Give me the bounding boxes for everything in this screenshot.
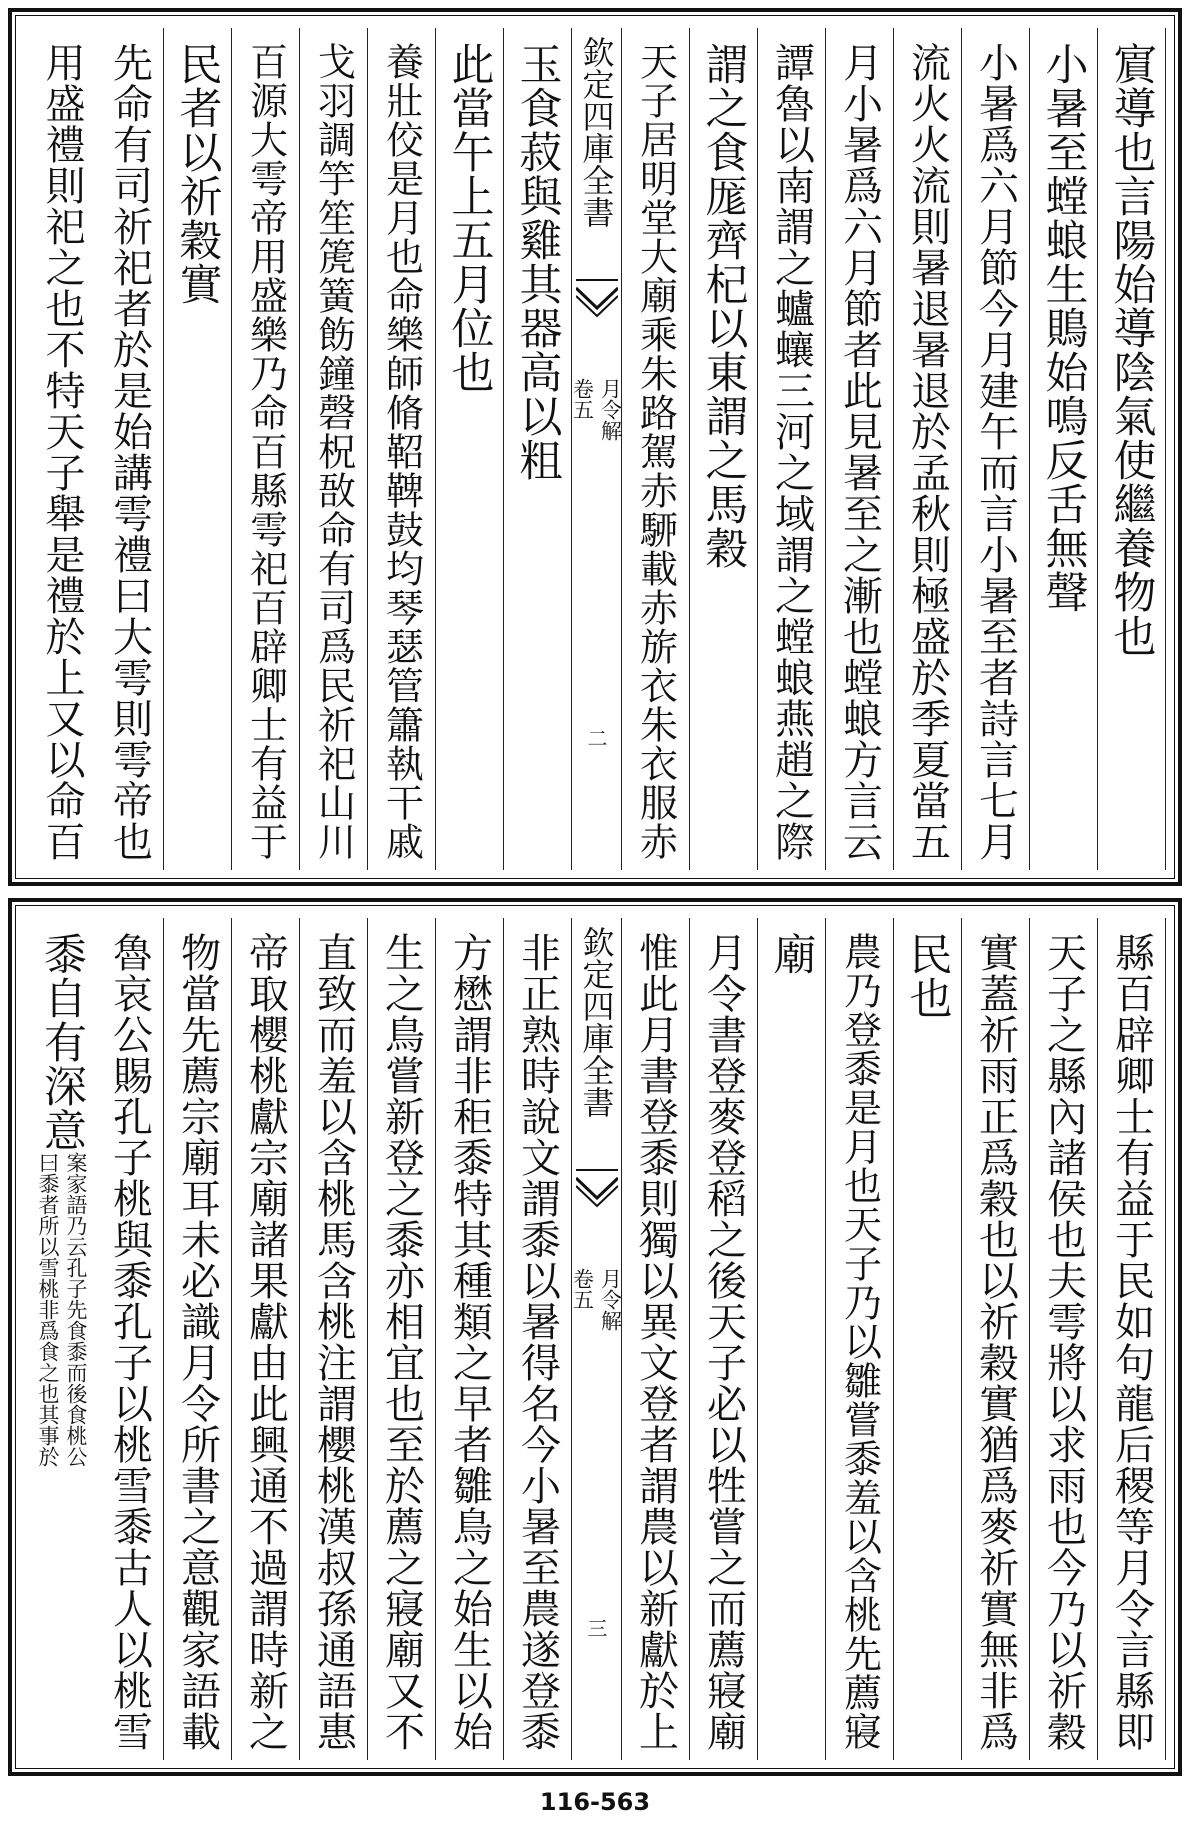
page-number: 116-563 xyxy=(539,1788,651,1816)
column-text: 玉食菽與雞其器高以粗 xyxy=(512,42,563,482)
text-column xyxy=(28,28,96,870)
page-header-column xyxy=(572,28,622,870)
text-column xyxy=(1030,28,1098,870)
column-text: 流火火流則暑退暑退於孟秋則極盛於季夏當五 xyxy=(904,42,951,862)
text-column xyxy=(894,28,962,870)
column-text: 小暑爲六月節今月建午而言小暑至者詩言七月 xyxy=(972,42,1019,862)
text-column xyxy=(622,918,690,1760)
folio-number: 三 xyxy=(584,1618,608,1638)
column-text: 小暑至螳蜋生鵙始鳴反舌無聲 xyxy=(1038,42,1089,614)
text-column xyxy=(504,28,572,870)
text-column xyxy=(436,918,504,1760)
column-text: 養壯佼是月也命樂師脩鞀鞞鼓均琴瑟管簫執干戚 xyxy=(379,42,424,861)
text-column xyxy=(826,918,894,1760)
text-column xyxy=(962,918,1030,1760)
book-title: 欽定四庫全書 xyxy=(577,926,616,1118)
page-header-column xyxy=(572,918,622,1760)
section-name: 月令解 xyxy=(598,378,623,441)
text-column xyxy=(622,28,690,870)
column-text: 天子之縣內諸侯也夫雩將以求雨也今乃以祈穀 xyxy=(1040,932,1087,1752)
text-column xyxy=(300,918,368,1760)
column-text: 方懋謂非秬黍特其種類之早者雛鳥之始生以始 xyxy=(446,932,493,1752)
text-column xyxy=(962,28,1030,870)
text-column xyxy=(368,28,436,870)
book-title: 欽定四庫全書 xyxy=(577,36,616,228)
column-text: 月令書登麥登稻之後天子必以牲嘗之而薦寢廟 xyxy=(700,932,747,1752)
text-column xyxy=(96,918,164,1760)
column-text: 謂之食厖齊杞以東謂之馬穀 xyxy=(698,42,749,570)
text-column xyxy=(758,28,826,870)
text-column xyxy=(96,28,164,870)
commentary-note xyxy=(35,1152,89,1467)
note-line: 曰黍者所以雪桃非爲食之也其事於 xyxy=(36,1152,60,1467)
volume-label: 卷五 xyxy=(570,1268,595,1310)
column-text: 實蓋祈雨正爲穀也以祈穀實猶爲麥祈實無非爲 xyxy=(972,932,1019,1752)
bottom-page-panel xyxy=(8,898,1182,1776)
section-label xyxy=(570,378,624,441)
section-label xyxy=(570,1268,624,1331)
text-column xyxy=(300,28,368,870)
text-column xyxy=(1098,918,1166,1760)
column-text: 民者以祈穀實 xyxy=(172,42,223,306)
column-text: 惟此月書登黍則獨以異文登者謂農以新獻於上 xyxy=(632,932,679,1752)
text-column xyxy=(436,28,504,870)
text-column xyxy=(232,28,300,870)
text-column xyxy=(232,918,300,1760)
column-text: 此當午上五月位也 xyxy=(444,42,495,394)
text-column xyxy=(690,28,758,870)
column-text: 魯哀公賜孔子桃與黍孔子以桃雪黍古人以桃雪 xyxy=(106,932,153,1752)
top-page-panel xyxy=(8,8,1182,886)
volume-label: 卷五 xyxy=(570,378,595,420)
column-text: 先命有司祈祀者於是始講雩禮曰大雩則雩帝也 xyxy=(106,42,153,862)
text-column xyxy=(164,28,232,870)
column-text: 賔導也言陽始導陰氣使繼養物也 xyxy=(1106,42,1157,658)
column-text: 戈羽調竽笙箎簧飭鐘磬柷敔命有司爲民祈祀山川 xyxy=(311,42,356,861)
column-text: 農乃登黍是月也天子乃以雛嘗黍羞以含桃先薦寢 xyxy=(837,932,882,1751)
column-text: 縣百辟卿士有益于民如句龍后稷等月令言縣即 xyxy=(1108,932,1155,1752)
text-column xyxy=(1030,918,1098,1760)
column-text: 帝取櫻桃獻宗廟諸果獻由此興通不過謂時新之 xyxy=(242,932,289,1752)
text-column xyxy=(826,28,894,870)
text-column xyxy=(894,918,962,1760)
column-text: 譚魯以南謂之蠦蠰三河之域謂之螳蜋燕趙之際 xyxy=(768,42,815,862)
column-text: 月小暑爲六月節者此見暑至之漸也螳蜋方言云 xyxy=(836,42,883,862)
text-column xyxy=(690,918,758,1760)
fish-tail-mark-icon xyxy=(576,278,618,348)
column-text: 生之鳥嘗新登之黍亦相宜也至於薦之寢廟又不 xyxy=(378,932,425,1752)
text-column xyxy=(164,918,232,1760)
column-text: 黍自有深意 xyxy=(37,932,87,1152)
fish-tail-mark-icon xyxy=(576,1168,618,1238)
note-line: 案家語乃云孔子先食黍而後食桃公 xyxy=(64,1152,88,1467)
column-text: 非正熟時說文謂黍以暑得名今小暑至農遂登黍 xyxy=(514,932,561,1752)
column-text: 用盛禮則祀之也不特天子舉是禮於上又以命百 xyxy=(39,42,85,862)
column-text: 廟 xyxy=(766,932,817,976)
column-text: 直致而羞以含桃馬含桃注謂櫻桃漢叔孫通語惠 xyxy=(310,932,357,1752)
text-column xyxy=(1098,28,1166,870)
text-column xyxy=(368,918,436,1760)
text-column xyxy=(28,918,96,1760)
text-column xyxy=(758,918,826,1760)
section-name: 月令解 xyxy=(598,1268,623,1331)
column-text: 民也 xyxy=(902,932,953,1020)
text-column xyxy=(504,918,572,1760)
column-text: 物當先薦宗廟耳未必識月令所書之意觀家語載 xyxy=(174,932,221,1752)
column-text: 百源大雩帝用盛樂乃命百縣雩祀百辟卿士有益于 xyxy=(243,42,288,861)
folio-number: 二 xyxy=(584,728,608,748)
column-text: 天子居明堂大廟乘朱路駕赤駵載赤旂衣朱衣服赤 xyxy=(633,42,678,861)
mixed-text-column xyxy=(32,932,92,1467)
